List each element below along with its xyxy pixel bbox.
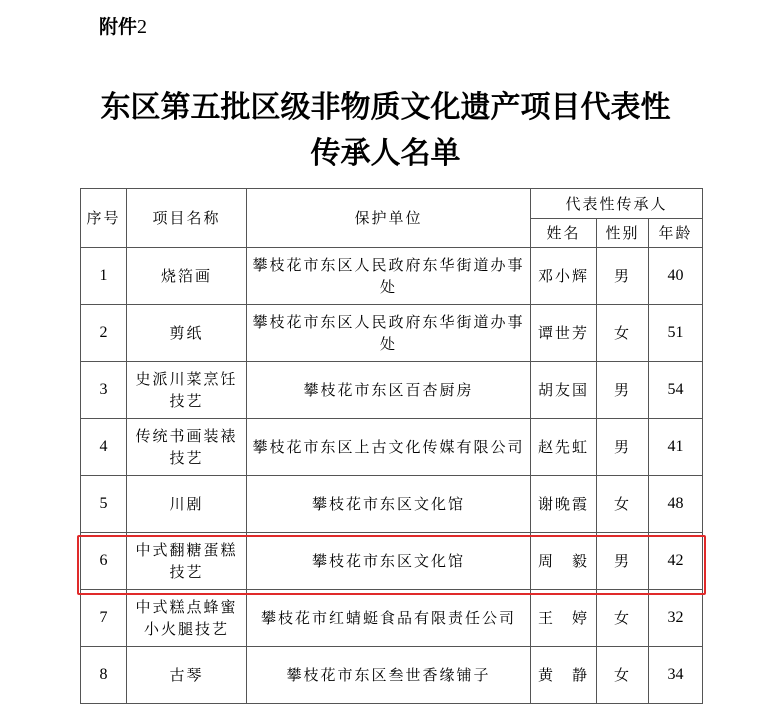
attachment-number: 2: [137, 16, 148, 38]
cell-age: 32: [649, 590, 703, 647]
cell-age: 34: [649, 647, 703, 704]
cell-project: 古琴: [127, 647, 247, 704]
cell-unit: 攀枝花市东区文化馆: [247, 476, 531, 533]
cell-gender: 男: [597, 419, 649, 476]
cell-age: 41: [649, 419, 703, 476]
cell-no: 3: [81, 362, 127, 419]
cell-unit: 攀枝花市东区上古文化传媒有限公司: [247, 419, 531, 476]
cell-name: 赵先虹: [531, 419, 597, 476]
cell-name: 胡友国: [531, 362, 597, 419]
cell-name: 周 毅: [531, 533, 597, 590]
cell-age: 48: [649, 476, 703, 533]
cell-gender: 女: [597, 476, 649, 533]
cell-age: 42: [649, 533, 703, 590]
table-header-row: [81, 189, 703, 219]
table-row: [81, 590, 703, 647]
cell-name: 谢晚霞: [531, 476, 597, 533]
table-row: [81, 248, 703, 305]
header-inheritor-group: 代表性传承人: [531, 189, 703, 219]
table-row: [81, 362, 703, 419]
header-name: 姓名: [531, 219, 597, 248]
cell-gender: 男: [597, 248, 649, 305]
cell-no: 6: [81, 533, 127, 590]
table-row: [81, 305, 703, 362]
cell-project: 剪纸: [127, 305, 247, 362]
cell-gender: 女: [597, 590, 649, 647]
cell-no: 4: [81, 419, 127, 476]
header-no: 序号: [81, 189, 127, 248]
document-title-line2: 传承人名单: [310, 136, 461, 171]
cell-name: 邓小辉: [531, 248, 597, 305]
cell-name: 谭世芳: [531, 305, 597, 362]
header-gender: 性别: [597, 219, 649, 248]
header-project: 项目名称: [127, 189, 247, 248]
cell-unit: 攀枝花市东区人民政府东华街道办事处: [247, 248, 531, 305]
cell-no: 2: [81, 305, 127, 362]
cell-unit: 攀枝花市东区文化馆: [247, 533, 531, 590]
cell-name: 黄 静: [531, 647, 597, 704]
inheritor-table: [80, 188, 703, 704]
cell-project: 中式糕点蜂蜜小火腿技艺: [127, 590, 247, 647]
cell-gender: 男: [597, 362, 649, 419]
cell-no: 8: [81, 647, 127, 704]
cell-project: 中式翻糖蛋糕技艺: [127, 533, 247, 590]
table-row: [81, 419, 703, 476]
cell-project: 史派川菜烹饪技艺: [127, 362, 247, 419]
document-title-line1: 东区第五批区级非物质文化遗产项目代表性: [100, 90, 671, 125]
cell-no: 7: [81, 590, 127, 647]
header-age: 年龄: [649, 219, 703, 248]
cell-age: 51: [649, 305, 703, 362]
cell-gender: 女: [597, 647, 649, 704]
cell-unit: 攀枝花市东区叁世香缘铺子: [247, 647, 531, 704]
table-row: [81, 647, 703, 704]
cell-age: 54: [649, 362, 703, 419]
table-row-highlighted: [81, 533, 703, 590]
cell-project: 传统书画装裱技艺: [127, 419, 247, 476]
cell-unit: 攀枝花市红蜻蜓食品有限责任公司: [247, 590, 531, 647]
cell-project: 川剧: [127, 476, 247, 533]
cell-no: 1: [81, 248, 127, 305]
header-unit: 保护单位: [247, 189, 531, 248]
cell-project: 烧箔画: [127, 248, 247, 305]
cell-no: 5: [81, 476, 127, 533]
attachment-label: [99, 12, 147, 39]
table-row: [81, 476, 703, 533]
cell-unit: 攀枝花市东区人民政府东华街道办事处: [247, 305, 531, 362]
cell-name: 王 婷: [531, 590, 597, 647]
cell-gender: 男: [597, 533, 649, 590]
cell-gender: 女: [597, 305, 649, 362]
cell-age: 40: [649, 248, 703, 305]
cell-unit: 攀枝花市东区百杏厨房: [247, 362, 531, 419]
attachment-text: 附件: [99, 16, 138, 38]
